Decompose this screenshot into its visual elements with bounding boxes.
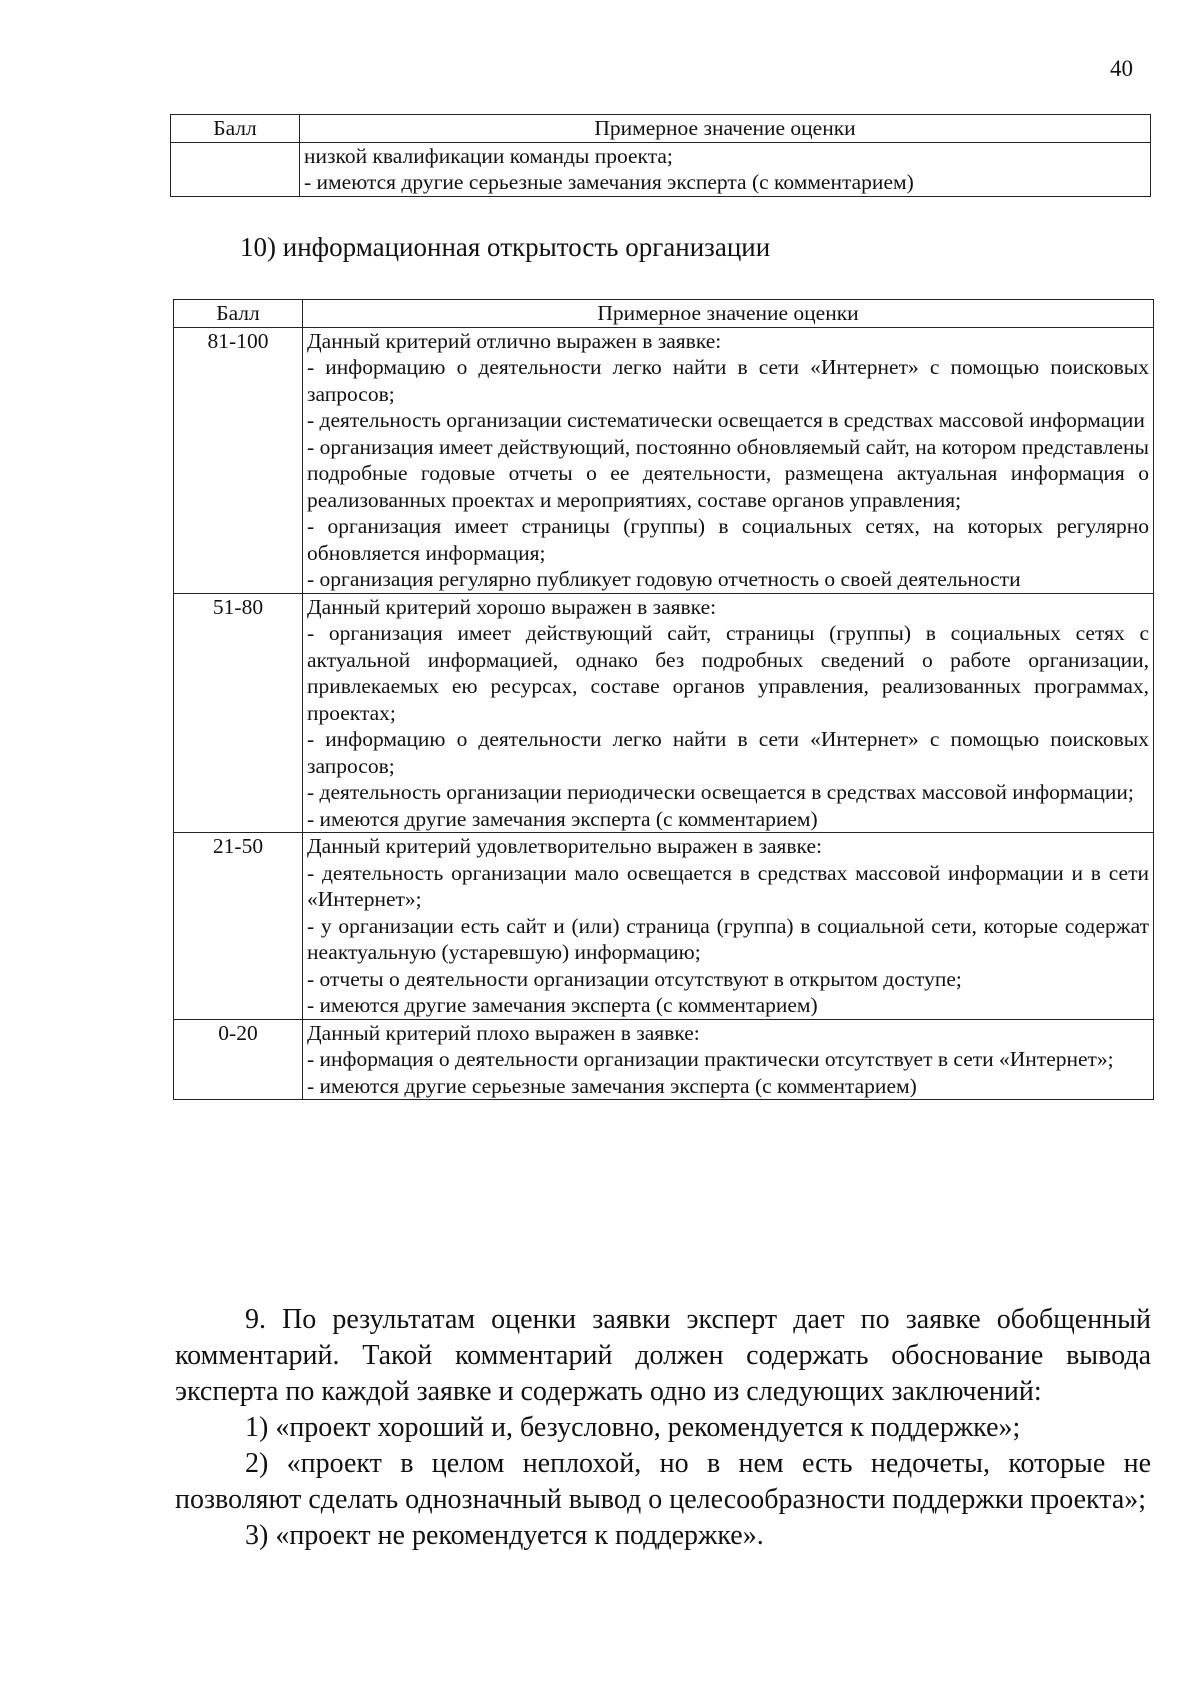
description-line: - деятельность организации систематически освещается в средствах массовой информации <box>307 408 1145 432</box>
description-line: Данный критерий отлично выражен в заявке: <box>307 328 722 353</box>
description-line: - информацию о деятельности легко найти в сети «Интернет» с помощью поисковых запросов; <box>307 355 1149 406</box>
description-line: - имеются другие замечания эксперта (с комментарием) <box>307 993 818 1017</box>
description-line: - деятельность организации периодически освещается в средствах массовой информации; <box>307 780 1134 804</box>
table-row <box>174 833 1154 1020</box>
description-line: - отчеты о деятельности организации отсутствуют в открытом доступе; <box>307 966 962 991</box>
description-line: - деятельность организации мало освещается в средствах массовой информации и в сети «Интернет»; <box>307 860 1149 911</box>
header-meaning: Примерное значение оценки <box>300 115 1151 143</box>
table-row <box>174 327 1154 593</box>
section-heading: 10) информационная открытость организации <box>240 232 771 262</box>
table-header-row <box>174 300 1154 328</box>
header-meaning: Примерное значение оценки <box>303 300 1154 328</box>
table-header-row <box>171 115 1151 143</box>
criteria-table-openness <box>173 299 1154 1100</box>
description-line: - информация о деятельности организации практически отсутствует в сети «Интернет»; <box>307 1047 1114 1071</box>
description-line: - организация имеет действующий, постоянно обновляемый сайт, на котором представлены подробные годовые отчеты о ее деятельности, размещена актуальная информация о реализованных проектах и мероприятиях, составе органов управления; <box>307 434 1149 512</box>
description-line: - организация имеет действующий сайт, страницы (группы) в социальных сетях с актуальной информацией, однако без подробных сведений о работе организации, привлекаемых ею ресурсах, составе органов управления, реализованных программах, проектах; <box>307 621 1149 725</box>
score-cell: 51-80 <box>174 593 303 833</box>
page-number: 40 <box>1110 56 1133 81</box>
description-line: Данный критерий плохо выражен в заявке: <box>307 1020 700 1045</box>
body-paragraph: 9. По результатам оценки заявки эксперт дает по заявке обобщенный комментарий. Такой комментарий должен содержать обоснование вывода эксперта по каждой заявке и содержать одно из следующих заключений: <box>175 1304 1151 1407</box>
score-cell: 0-20 <box>174 1019 303 1100</box>
description-line: - информацию о деятельности легко найти в сети «Интернет» с помощью поисковых запросов; <box>307 727 1149 778</box>
table-row <box>174 593 1154 833</box>
header-score: Балл <box>171 115 300 143</box>
table-row <box>174 1019 1154 1100</box>
description-line: - имеются другие замечания эксперта (с комментарием) <box>307 806 818 831</box>
score-cell <box>171 142 300 196</box>
score-cell: 21-50 <box>174 833 303 1020</box>
description-line: - имеются другие серьезные замечания эксперта (с комментарием) <box>304 170 914 194</box>
description-line: - организация регулярно публикует годовую отчетность о своей деятельности <box>307 567 1021 591</box>
description-line: - у организации есть сайт и (или) страница (группа) в социальной сети, которые содержат неактуальную (устаревшую) информацию; <box>307 913 1149 964</box>
conclusion-item: 2) «проект в целом неплохой, но в нем есть недочеты, которые не позволяют сделать однозначный вывод о целесообразности поддержки проекта»; <box>175 1448 1151 1515</box>
description-cell <box>303 833 1154 1020</box>
description-line: Данный критерий хорошо выражен в заявке: <box>307 594 717 619</box>
description-line: - имеются другие серьезные замечания эксперта (с комментарием) <box>307 1073 917 1098</box>
conclusion-item: 1) «проект хороший и, безусловно, рекомендуется к поддержке»; <box>245 1412 1021 1443</box>
description-cell <box>303 327 1154 593</box>
table-row <box>171 142 1151 196</box>
description-line: - организация имеет страницы (группы) в социальных сетях, на которых регулярно обновляется информация; <box>307 514 1149 565</box>
score-cell: 81-100 <box>174 327 303 593</box>
description-cell <box>300 142 1151 196</box>
description-cell <box>303 593 1154 833</box>
conclusion-item: 3) «проект не рекомендуется к поддержке». <box>245 1520 764 1551</box>
description-line: Данный критерий удовлетворительно выражен в заявке: <box>307 834 822 858</box>
description-line: низкой квалификации команды проекта; <box>304 143 673 168</box>
criteria-table-continued <box>170 114 1151 197</box>
header-score: Балл <box>174 300 303 328</box>
description-cell <box>303 1019 1154 1100</box>
